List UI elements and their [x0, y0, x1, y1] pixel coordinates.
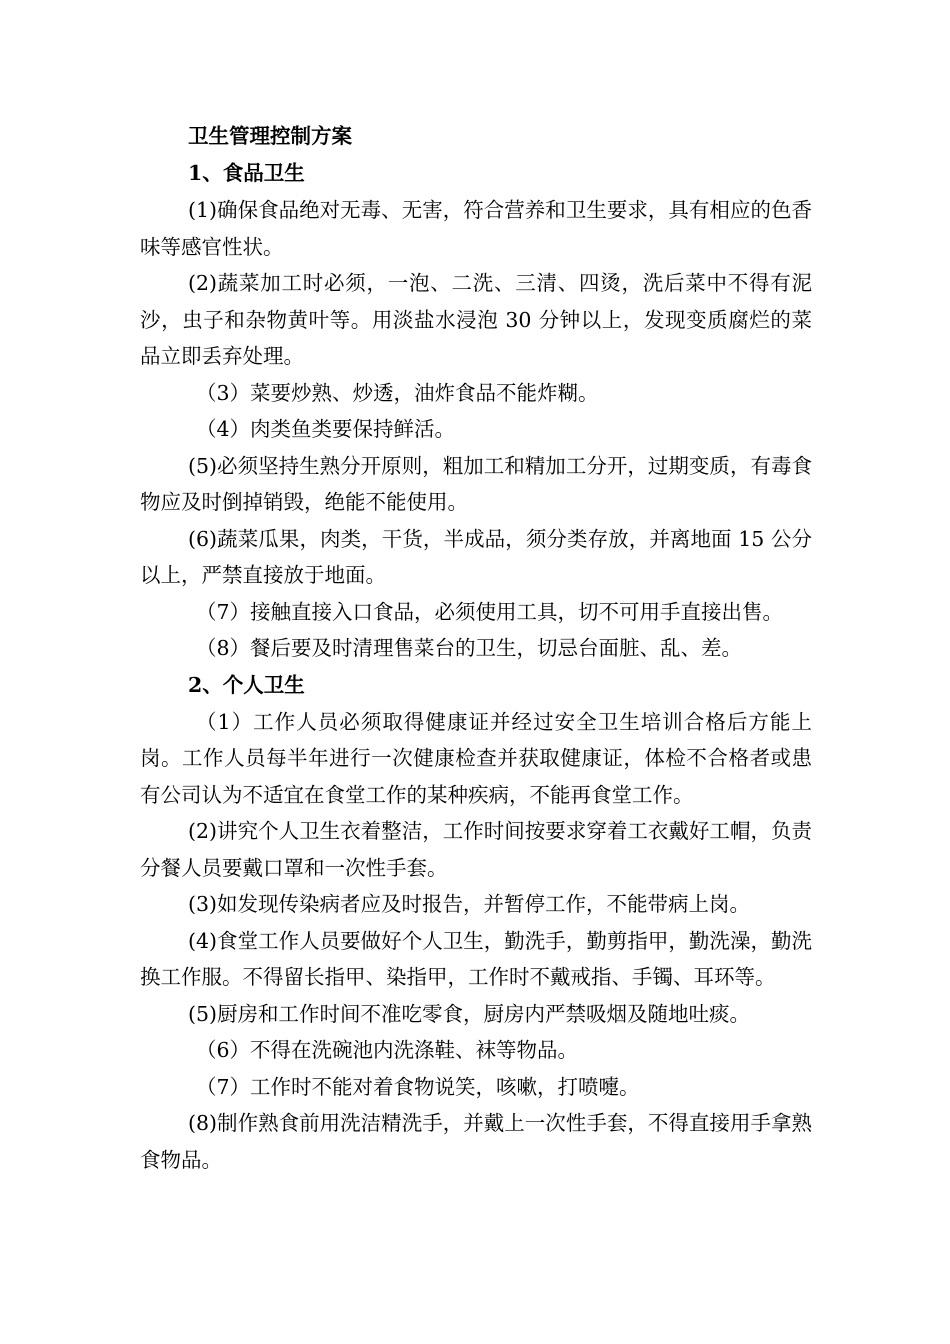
food-item-6: (6)蔬菜瓜果，肉类，干货，半成品，须分类存放，并离地面 15 公分以上，严禁直接放于地面。: [140, 526, 812, 587]
section-heading-food: 1、食品卫生: [188, 161, 305, 185]
section-heading-personal: 2、个人卫生: [188, 672, 305, 697]
personal-item-6: （6）不得在洗碗池内洗涤鞋、袜等物品。: [196, 1038, 579, 1062]
personal-item-4: (4)食堂工作人员要做好个人卫生，勤洗手，勤剪指甲，勤洗澡，勤洗换工作服。不得留长指甲、染指甲，工作时不戴戒指、手镯、耳环等。: [140, 928, 812, 989]
food-item-3: （3）菜要炒熟、炒透，油炸食品不能炸糊。: [196, 380, 599, 405]
food-item-1: (1)确保食品绝对无毒、无害，符合营养和卫生要求，具有相应的色香味等感官性状。: [140, 198, 812, 259]
food-item-5: (5)必须坚持生熟分开原则，粗加工和精加工分开，过期变质，有毒食物应及时倒掉销毁，绝能不能使用。: [140, 453, 812, 514]
personal-item-7: （7）工作时不能对着食物说笑，咳嗽，打喷嚏。: [196, 1074, 640, 1099]
document-title: 卫生管理控制方案: [188, 124, 352, 148]
personal-item-8: (8)制作熟食前用洗洁精洗手，并戴上一次性手套，不得直接用手拿熟食物品。: [140, 1111, 812, 1172]
food-item-7: （7）接触直接入口食品，必须使用工具，切不可用手直接出售。: [196, 599, 784, 624]
food-item-4: （4）肉类鱼类要保持鲜活。: [196, 417, 456, 441]
personal-item-3: (3)如发现传染病者应及时报告，并暂停工作，不能带病上岗。: [188, 892, 751, 916]
personal-item-1: （1）工作人员必须取得健康证并经过安全卫生培训合格后方能上岗。工作人员每半年进行一次健康检查并获取健康证，体检不合格者或患有公司认为不适宜在食堂工作的某种疾病，不能再食堂工作。: [140, 709, 812, 807]
document-body: [140, 118, 812, 1178]
food-item-2: (2)蔬菜加工时必须，一泡、二洗、三清、四烫，洗后菜中不得有泥沙，虫子和杂物黄叶等。用淡盐水浸泡 30 分钟以上，发现变质腐烂的菜品立即丢弃处理。: [140, 271, 812, 368]
personal-item-5: (5)厨房和工作时间不准吃零食，厨房内严禁吸烟及随地吐痰。: [188, 1001, 751, 1026]
food-item-8: （8）餐后要及时清理售菜台的卫生，切忌台面脏、乱、差。: [196, 636, 743, 660]
personal-item-2: (2)讲究个人卫生衣着整洁，工作时间按要求穿着工衣戴好工帽，负责分餐人员要戴口罩和一次性手套。: [140, 819, 812, 880]
